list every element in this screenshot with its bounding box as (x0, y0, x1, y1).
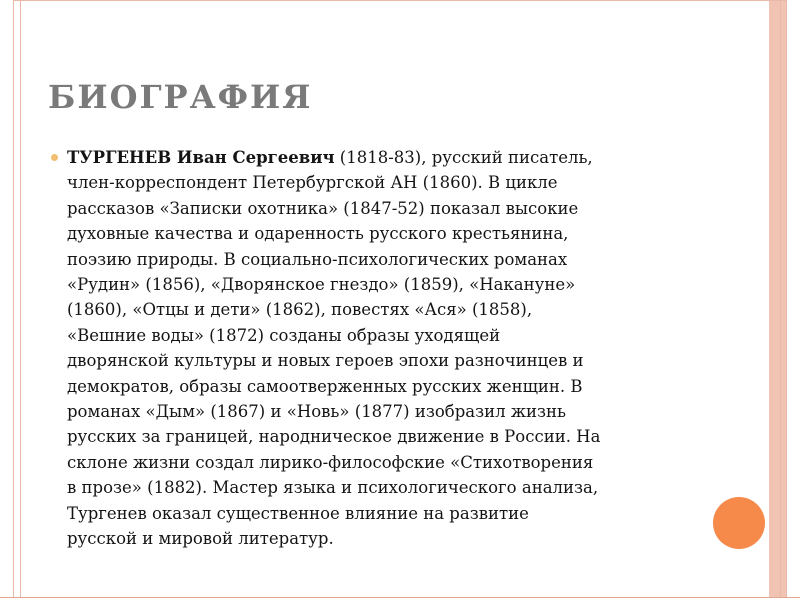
body-line: поэзию природы. В социально-психологических романах (67, 249, 568, 269)
body-line: демократов, образы самоотверженных русских женщин. В (67, 376, 583, 396)
decorative-circle (713, 497, 765, 549)
body-line: «Рудин» (1856), «Дворянское гнездо» (1859), «Накануне» (67, 275, 576, 295)
body-line: рассказов «Записки охотника» (1847-52) показал высокие (67, 198, 579, 218)
body-line: русской и мировой литератур. (67, 529, 334, 549)
slide-title: БИОГРАФИЯ (48, 78, 313, 116)
body-line: Тургенев оказал существенное влияние на развитие (67, 503, 529, 523)
body-line: русских за границей, народническое движение в России. На (67, 427, 601, 447)
first-line-rest: (1818-83), русский писатель, (334, 148, 593, 167)
body-line: (1860), «Отцы и дети» (1862), повестях «Ася» (1858), (67, 300, 533, 320)
body-line: в прозе» (1882). Мастер языка и психологического анализа, (67, 478, 599, 498)
body-line: духовные качества и одаренность русского крестьянина, (67, 224, 569, 244)
body-line-first (67, 145, 707, 170)
body-line: романах «Дым» (1867) и «Новь» (1877) изобразил жизнь (67, 402, 567, 422)
bottom-border-line (0, 597, 800, 598)
author-name: ТУРГЕНЕВ Иван Сергеевич (67, 148, 335, 167)
body-line: дворянской культуры и новых героев эпохи разночинцев и (67, 351, 584, 371)
body-line: член-корреспондент Петербургской АН (1860). В цикле (67, 173, 558, 193)
body-line: склоне жизни создал лирико-философские «Стихотворения (67, 452, 594, 472)
bullet-icon (51, 154, 58, 161)
body-line: «Вешние воды» (1872) созданы образы уходящей (67, 325, 501, 345)
biography-text (67, 145, 707, 552)
